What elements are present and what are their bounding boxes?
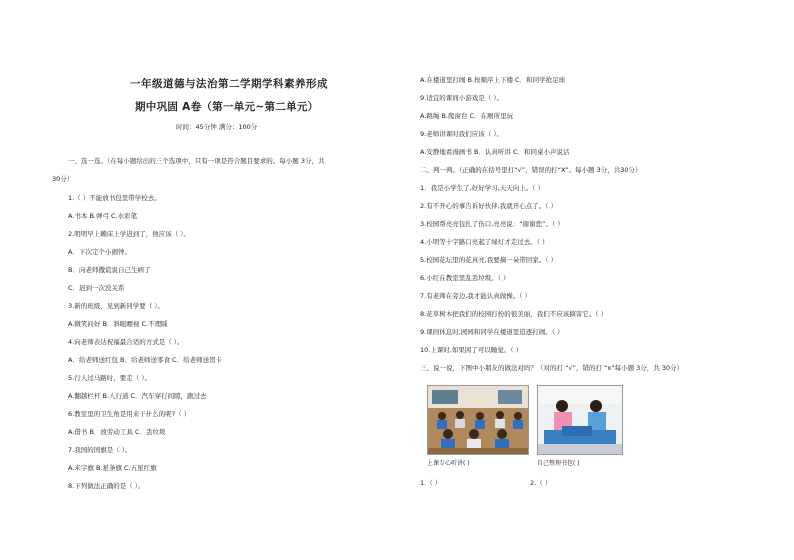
- left-line: 6.教室里的卫生角是用来干什么的呢?（ ）: [68, 410, 191, 418]
- left-line: 2.明明早上赖床上学迟到了，他应该（ ）。: [68, 230, 191, 238]
- left-line: 5.行人过马路时，要走（ ）。: [68, 374, 152, 382]
- left-line: 一、选一选。（在每小题给出的三个选项中，只有一项是符合题目要求的。每小题 3分，共: [68, 157, 325, 165]
- right-line: 5.校园花坛里的花真亮,我要摘一朵带回家。（ ）: [420, 256, 558, 264]
- right-line: A.安静地看漫画书 B．认真听讲 C．和同桌小声说话: [420, 148, 570, 156]
- left-line: 7.我国的国旗是（ ）。: [68, 446, 132, 454]
- left-line: C．迟到一次没关系: [68, 284, 125, 292]
- classroom-photo: [427, 385, 529, 455]
- right-line: A.跳绳 B.爬窗台 C．在厕所里玩: [420, 112, 514, 120]
- photo-caption-1: 上课专心听讲( ): [427, 460, 470, 467]
- right-line: 2.有不开心的事告诉好伙伴,我就开心点了。（ ）: [420, 202, 558, 210]
- photo-caption-2: 自己整理书包( ): [537, 460, 580, 467]
- right-line: 9.课间休息时,园园和同学在楼道里追逐打闹。（ ）: [420, 328, 564, 336]
- left-line: 1.（ ）不能放书包里带学校去。: [68, 194, 161, 202]
- left-line: A.翻越栏杆 B.人行道 C．汽车穿行间隙，跑过去: [68, 392, 207, 400]
- right-line: 6.小红在教室里乱丢垃圾。（ ）: [420, 274, 510, 282]
- left-line: A．给老师送红包 B．给老师送零食 C．给老师送贺卡: [68, 356, 223, 364]
- right-line: 三、说一说，下图中小朋友的做法对吗？（对的打 “√”，错的打 “x”每小题 3分，共 30分）: [420, 364, 684, 372]
- right-line: 8.花草树木把我们的校园打扮的很美丽，我们不应该摘害它。（ ）: [420, 310, 608, 318]
- left-line: A．下次定个小闹钟。: [68, 248, 131, 256]
- left-line: 30分）: [52, 175, 74, 183]
- exam-title: 一年级道德与法治第二学期学科素养形成: [130, 78, 328, 90]
- right-line: 4.小明等十字路口亮起了绿灯才走过去。（ ）: [420, 238, 549, 246]
- exam-subtitle: 期中巩固 A卷（第一单元~第二单元）: [135, 101, 319, 113]
- left-line: 3.新的班级，见到新同学要（ ）。: [68, 302, 165, 310]
- right-line: 9.老师讲课时我们应该（ ）。: [420, 130, 504, 138]
- right-line: 1．我是小学生了,好好学习,天天向上。（ ）: [420, 184, 545, 192]
- right-line: 10.上课时,如果困了可以睡觉。（ ）: [420, 346, 523, 354]
- right-line: 3.校园帮亮亮包扎了伤口,亮亮说：“谢谢您”。（ ）: [420, 220, 564, 228]
- left-line: B．向老师撒谎说自己生病了: [68, 266, 151, 274]
- photo-answer-2: 2.（ ）: [530, 479, 552, 487]
- left-line: A.借书 B．放劳动工具 C．丢垃圾: [68, 428, 166, 436]
- schoolbag-photo: [537, 385, 623, 455]
- left-line: A.书本 B.弹弓 C.水彩笔: [68, 212, 138, 220]
- right-line: 7.有老师在旁边,我才能认真做操。（ ）: [420, 292, 532, 300]
- exam-meta: 时间：45分钟 满分：100分: [176, 123, 258, 131]
- right-line: 二、判一判。（正确的在括号里打“√”，错误的打“X”。每小题 3分，共30分）: [420, 166, 642, 174]
- right-line: 9.适宜的课间小游戏是（ ）。: [420, 94, 504, 102]
- left-line: 4.向老师表达祝福最合适的方式是（ ）。: [68, 338, 184, 346]
- photo-answer-1: 1.（ ）: [420, 479, 442, 487]
- left-line: 8.下列做法正确的是（ ）。: [68, 482, 145, 490]
- left-line: A.微笑问好 B．斜眼瞟视 C.不理睬: [68, 320, 168, 328]
- left-line: A.米字旗 B.星条旗 C.五星红旗: [68, 464, 157, 472]
- right-line: A.在楼道里打闹 B.按顺序上下楼 C．和同学抢足球: [420, 76, 566, 84]
